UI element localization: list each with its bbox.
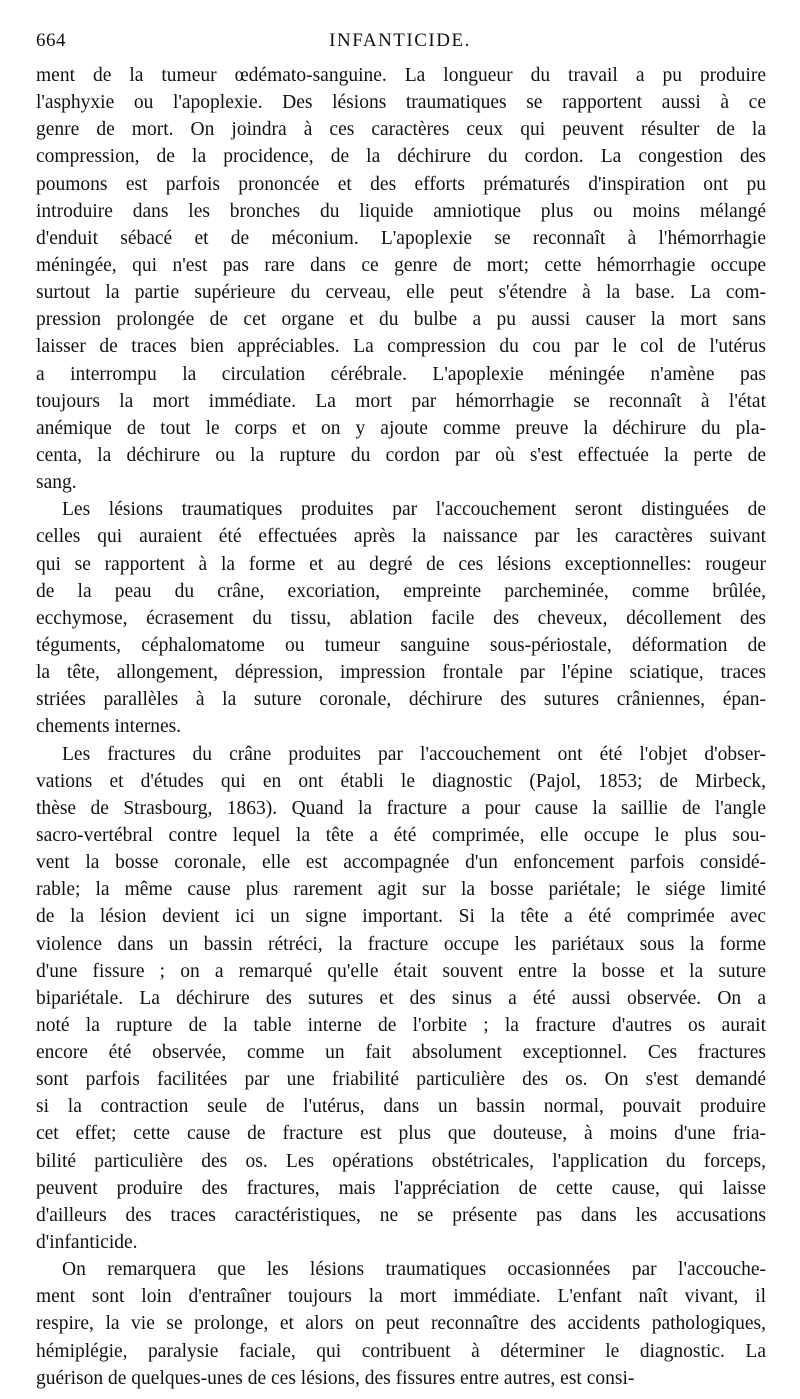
text-line: vent la bosse coronale, elle est accompagnée d'un enfoncement parfois considé-: [36, 852, 766, 874]
text-line: introduire dans les bronches du liquide amniotique plus ou moins mélangé: [36, 200, 766, 222]
text-line: striées parallèles à la suture coronale, déchirure des sutures crâniennes, épan-: [36, 689, 766, 711]
text-line: sont parfois facilitées par une friabilité particulière des os. On s'est demandé: [36, 1069, 766, 1091]
text-line: d'une fissure ; on a remarqué qu'elle était souvent entre la bosse et la suture: [36, 960, 766, 982]
paragraph: [36, 1256, 766, 1392]
text-line: bipariétale. La déchirure des sutures et des sinus a été aussi observée. On a: [36, 987, 766, 1009]
text-line: surtout la partie supérieure du cerveau, elle peut s'étendre à la base. La com-: [36, 282, 766, 304]
text-line: téguments, céphalomatome ou tumeur sanguine sous-périostale, déformation de: [36, 634, 766, 656]
text-line: respire, la vie se prolonge, et alors on peut reconnaître des accidents pathologiques,: [36, 1313, 766, 1335]
body-text: [36, 62, 766, 1392]
page-number: 664: [36, 30, 66, 51]
text-line: si la contraction seule de l'utérus, dans un bassin normal, pouvait produire: [36, 1096, 766, 1118]
text-line: de la lésion devient ici un signe important. Si la tête a été comprimée avec: [36, 906, 766, 928]
text-line: la tête, allongement, dépression, impression frontale par l'épine sciatique, traces: [36, 662, 766, 684]
text-line: toujours la mort immédiate. La mort par hémorrhagie se reconnaît à l'état: [36, 390, 766, 412]
text-line: chements internes.: [36, 716, 182, 738]
text-line: d'ailleurs des traces caractéristiques, ne se présente pas dans les accusations: [36, 1204, 766, 1226]
text-line: Les fractures du crâne produites par l'accouchement ont été l'objet d'obser-: [62, 743, 766, 765]
paragraph: [36, 496, 766, 740]
text-line: bilité particulière des os. Les opérations obstétricales, l'application du forceps,: [36, 1150, 766, 1172]
paragraph: [36, 741, 766, 1257]
text-line: thèse de Strasbourg, 1863). Quand la fracture a pour cause la saillie de l'angle: [36, 797, 766, 819]
text-line: rable; la même cause plus rarement agit sur la bosse pariétale; le siége limité: [36, 879, 766, 901]
text-line: ecchymose, écrasement du tissu, ablation facile des cheveux, décollement des: [36, 607, 766, 629]
text-line: pression prolongée de cet organe et du bulbe a pu aussi causer la mort sans: [36, 309, 766, 331]
running-title: INFANTICIDE.: [329, 30, 471, 51]
text-line: On remarquera que les lésions traumatiques occasionnées par l'accouche-: [62, 1259, 766, 1281]
text-line: hémiplégie, paralysie faciale, qui contribuent à déterminer le diagnostic. La: [36, 1340, 766, 1362]
text-line: noté la rupture de la table interne de l'orbite ; la fracture d'autres os aurait: [36, 1014, 766, 1036]
text-line: encore été observée, comme un fait absolument exceptionnel. Ces fractures: [36, 1042, 766, 1064]
text-line: anémique de tout le corps et on y ajoute comme preuve la déchirure du pla-: [36, 417, 766, 439]
running-head: [36, 30, 764, 56]
text-line: d'infanticide.: [36, 1232, 138, 1254]
text-line: poumons est parfois prononcée et des efforts prématurés d'inspiration ont pu: [36, 173, 766, 195]
text-line: ment de la tumeur œdémato-sanguine. La longueur du travail a pu produire: [36, 65, 766, 86]
text-line: l'asphyxie ou l'apoplexie. Des lésions traumatiques se rapportent aussi à ce: [36, 92, 766, 114]
text-line: Les lésions traumatiques produites par l'accouchement seront distinguées de: [62, 499, 766, 521]
text-line: méningée, qui n'est pas rare dans ce genre de mort; cette hémorrhagie occupe: [36, 254, 766, 276]
text-line: genre de mort. On joindra à ces caractères ceux qui peuvent résulter de la: [36, 119, 766, 141]
text-line: sacro-vertébral contre lequel la tête a été comprimée, elle occupe le plus sou-: [36, 824, 766, 846]
text-line: guérison de quelques-unes de ces lésions, des fissures entre autres, est consi-: [36, 1367, 635, 1389]
text-line: celles qui auraient été effectuées après la naissance par les caractères suivant: [36, 526, 766, 548]
text-line: de la peau du crâne, excoriation, empreinte parcheminée, comme brûlée,: [36, 580, 766, 602]
text-line: violence dans un bassin rétréci, la fracture occupe les pariétaux sous la forme: [36, 933, 766, 955]
text-line: qui se rapportent à la forme et au degré de ces lésions exceptionnelles: rougeur: [36, 553, 766, 575]
text-line: laisser de traces bien appréciables. La compression du cou par le col de l'utérus: [36, 336, 766, 358]
text-line: a interrompu la circulation cérébrale. L'apoplexie méningée n'amène pas: [36, 363, 766, 385]
text-line: vations et d'études qui en ont établi le diagnostic (Pajol, 1853; de Mirbeck,: [36, 770, 766, 792]
text-line: centa, la déchirure ou la rupture du cordon par où s'est effectuée la perte de: [36, 444, 766, 466]
text-line: compression, de la procidence, de la déchirure du cordon. La congestion des: [36, 146, 766, 168]
text-line: d'enduit sébacé et de méconium. L'apoplexie se reconnaît à l'hémorrhagie: [36, 227, 766, 249]
text-line: ment sont loin d'entraîner toujours la mort immédiate. L'enfant naît vivant, il: [36, 1286, 766, 1308]
text-line: sang.: [36, 472, 77, 494]
text-line: peuvent produire des fractures, mais l'appréciation de cette cause, qui laisse: [36, 1177, 766, 1199]
paragraph: [36, 62, 766, 496]
text-line: cet effet; cette cause de fracture est plus que douteuse, à moins d'une fria-: [36, 1123, 766, 1145]
